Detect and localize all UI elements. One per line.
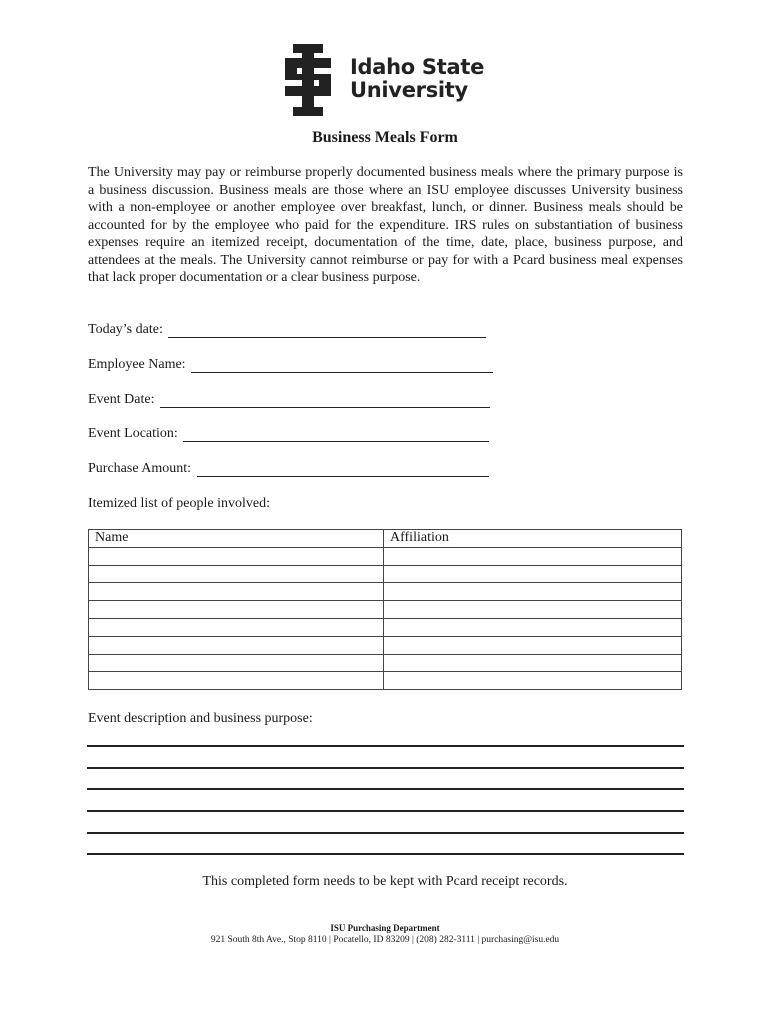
description-line[interactable]	[87, 788, 684, 790]
name-cell[interactable]	[89, 618, 384, 636]
employee-name-line[interactable]	[191, 358, 493, 373]
description-line[interactable]	[87, 767, 684, 769]
affiliation-cell[interactable]	[384, 601, 682, 619]
intro-paragraph: The University may pay or reimburse properly documented business meals where the primary purpose is a business discussion. Business meals are those where an ISU employee discusses University business with a non-employee or another employee over breakfast, lunch, or dinner. Business meals should be accounted for by the employee who paid for the expenditure. IRS rules on substantiation of business expenses require an itemized receipt, documentation of the time, date, place, business purpose, and attendees at the meals. The University cannot reimburse or pay for with a Pcard business meal expenses that lack proper documentation or a clear business purpose.	[88, 165, 683, 285]
purchase-amount-line[interactable]	[197, 462, 489, 477]
description-label: Event description and business purpose:	[88, 711, 313, 726]
affiliation-cell[interactable]	[384, 672, 682, 690]
logo-line-1: Idaho State	[350, 55, 485, 79]
event-location-label: Event Location:	[88, 426, 182, 441]
event-date-line[interactable]	[160, 393, 490, 408]
affiliation-cell[interactable]	[384, 565, 682, 583]
description-line[interactable]	[87, 745, 684, 747]
event-date-field[interactable]	[88, 388, 490, 408]
name-cell[interactable]	[89, 601, 384, 619]
logo-line-2: University	[350, 78, 468, 102]
footer-department: ISU Purchasing Department	[330, 923, 440, 933]
table-row	[89, 547, 682, 565]
event-location-line[interactable]	[183, 427, 489, 442]
table-row	[89, 654, 682, 672]
todays-date-line[interactable]	[168, 323, 486, 338]
employee-name-field[interactable]	[88, 353, 493, 373]
people-list-label: Itemized list of people involved:	[88, 496, 270, 511]
description-line[interactable]	[87, 810, 684, 812]
table-row	[89, 672, 682, 690]
todays-date-label: Today’s date:	[88, 322, 167, 337]
people-table	[88, 529, 682, 690]
event-date-label: Event Date:	[88, 392, 158, 407]
name-cell[interactable]	[89, 547, 384, 565]
name-cell[interactable]	[89, 672, 384, 690]
table-header-row	[89, 530, 682, 548]
table-row	[89, 636, 682, 654]
event-location-field[interactable]	[88, 422, 489, 442]
affiliation-cell[interactable]	[384, 583, 682, 601]
table-row	[89, 618, 682, 636]
name-cell[interactable]	[89, 654, 384, 672]
affiliation-cell[interactable]	[384, 547, 682, 565]
record-keeping-note: This completed form needs to be kept with Pcard receipt records.	[202, 874, 568, 889]
name-column-header: Name	[89, 530, 384, 548]
affiliation-cell[interactable]	[384, 654, 682, 672]
description-line[interactable]	[87, 853, 684, 855]
purchase-amount-field[interactable]	[88, 457, 489, 477]
todays-date-field[interactable]	[88, 318, 486, 338]
purchase-amount-label: Purchase Amount:	[88, 461, 195, 476]
name-cell[interactable]	[89, 565, 384, 583]
table-row	[89, 601, 682, 619]
table-row	[89, 583, 682, 601]
affiliation-cell[interactable]	[384, 636, 682, 654]
form-title: Business Meals Form	[312, 129, 458, 146]
description-line[interactable]	[87, 832, 684, 834]
university-logo	[285, 44, 495, 116]
table-row	[89, 565, 682, 583]
employee-name-label: Employee Name:	[88, 357, 190, 372]
name-cell[interactable]	[89, 636, 384, 654]
isu-logo-icon	[285, 44, 331, 116]
name-cell[interactable]	[89, 583, 384, 601]
affiliation-cell[interactable]	[384, 618, 682, 636]
footer-address: 921 South 8th Ave., Stop 8110 | Pocatello, ID 83209 | (208) 282-3111 | purchasing@isu.edu	[210, 935, 560, 945]
affiliation-column-header: Affiliation	[384, 530, 682, 548]
